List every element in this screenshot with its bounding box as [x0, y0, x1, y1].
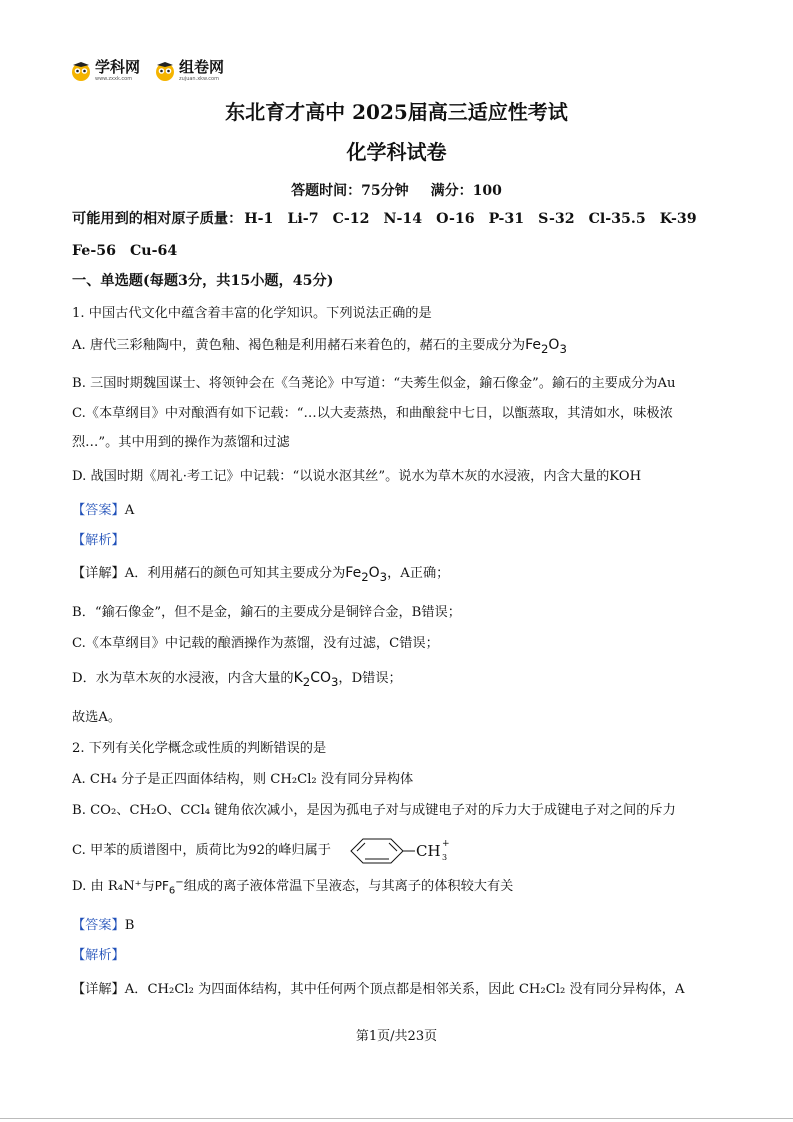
toluene-ion-structure — [343, 835, 453, 867]
q1-option-d — [72, 469, 641, 485]
mass-item: Cu-64 — [129, 243, 178, 259]
answer-value: B — [124, 918, 135, 933]
q1-detail-b: B．“鍮石像金”，但不是金，鍮石的主要成分是铜锌合金，B错误； — [72, 605, 461, 620]
q2-option-c — [72, 835, 453, 867]
detail-label: 【详解】 — [72, 566, 125, 581]
q1-stem: 1. 中国古代文化中蕴含着丰富的化学知识。下列说法正确的是 — [72, 306, 432, 321]
svg-text:+: + — [442, 839, 450, 849]
section-title: 一、单选题(每题3分，共15小题，45分) — [72, 273, 334, 289]
zxxk-logo — [70, 60, 140, 82]
q1-detail-a — [72, 565, 449, 584]
option-text: B. 三国时期魏国谋士、将领钟会在《刍荛论》中写道：“夫莠生似金，鍮石像金”。鍮石的主要成分为 — [72, 376, 658, 391]
option-text: A. 唐代三彩釉陶中，黄色釉、褐色釉是利用赭石来着色的，赭石的主要成分为 — [72, 338, 526, 353]
mass-item: H-1 — [244, 211, 274, 227]
logo-url: www.zxxk.com — [95, 76, 133, 82]
q1-analysis-label: 【解析】 — [72, 533, 125, 548]
q2-option-a: A. CH₄ 分子是正四面体结构，则 CH₂Cl₂ 没有同分异构体 — [72, 772, 414, 787]
mass-item: Li-7 — [287, 211, 319, 227]
owl-icon — [154, 60, 176, 82]
option-text: D. 由 R₄N⁺与 — [72, 879, 155, 894]
mass-item: Fe-56 — [72, 243, 116, 259]
detail-text: ，A正确； — [387, 566, 450, 581]
q1-answer — [72, 503, 134, 519]
formula-fe2o3: $Fe_2O_3$ — [345, 565, 388, 584]
exam-score: 满分：100 — [430, 183, 502, 199]
detail-text: A．CH₂Cl₂ 为四面体结构，其中任何两个顶点都是相邻关系，因此 CH₂Cl₂ 没有同分异构体，A — [124, 982, 685, 997]
logo-url: zujuan.xkw.com — [179, 76, 219, 82]
q1-detail-d — [72, 670, 402, 689]
detail-text: D．水为草木灰的水浸液，内含大量的 — [72, 671, 294, 686]
svg-text:CH: CH — [416, 842, 441, 860]
logo-name: 学科网 — [95, 58, 141, 76]
q2-option-d — [72, 877, 513, 897]
mass-item: N-14 — [383, 211, 423, 227]
q1-option-a — [72, 337, 567, 356]
detail-text: ，D错误； — [338, 671, 402, 686]
mass-item: Cl-35.5 — [588, 211, 646, 227]
logo-name: 组卷网 — [179, 58, 225, 76]
q1-detail-c: C.《本草纲目》中记载的酿酒操作为蒸馏，没有过滤，C错误； — [72, 636, 439, 651]
mass-item: C-12 — [332, 211, 370, 227]
exam-time: 答题时间：75分钟 — [291, 183, 409, 199]
option-text: 组成的离子液体常温下呈液态，与其离子的体积较大有关 — [183, 879, 514, 894]
svg-text:3: 3 — [442, 853, 448, 862]
mass-item: S-32 — [538, 211, 575, 227]
atomic-masses — [72, 211, 711, 228]
mass-item: O-16 — [436, 211, 475, 227]
option-text: D. 战国时期《周礼·考工记》中记载：“以说水沤其丝”。说水为草木灰的水浸液，内含大量的 — [72, 469, 610, 484]
mass-item: K-39 — [659, 211, 697, 227]
q2-option-b: B. CO₂、CH₂O、CCl₄ 键角依次减小，是因为孤电子对与成键电子对的斥力大于成键电子对之间的斥力 — [72, 803, 676, 818]
formula-pf6: $PF_6^-$ — [154, 877, 184, 897]
page-footer: 第1页/共23页 — [355, 1029, 438, 1044]
q1-option-c-cont: 烈…”。其中用到的操作为蒸馏和过滤 — [72, 435, 290, 450]
exam-title: 东北育才高中 2025届高三适应性考试 — [225, 100, 568, 124]
owl-icon — [70, 60, 92, 82]
formula-fe2o3: $Fe_2O_3$ — [525, 337, 567, 356]
q2-answer — [72, 918, 134, 934]
q2-stem: 2. 下列有关化学概念或性质的判断错误的是 — [72, 741, 327, 756]
mass-item: P-31 — [488, 211, 525, 227]
formula-k2co3: $K_2CO_3$ — [293, 670, 339, 689]
q1-conclusion: 故选A。 — [72, 710, 122, 725]
logo-bar — [70, 58, 238, 84]
zujuan-logo — [154, 60, 224, 82]
q2-detail-a — [72, 982, 685, 998]
answer-label: 【答案】 — [72, 503, 125, 518]
q1-option-c: C.《本草纲目》中对酿酒有如下记载：“…以大麦蒸热，和曲酿瓮中七日，以甑蒸取，其清如水，味极浓 — [72, 406, 673, 421]
detail-label: 【详解】 — [72, 982, 125, 997]
page-divider — [0, 1118, 793, 1119]
q1-option-b — [72, 376, 675, 392]
q2-analysis-label: 【解析】 — [72, 948, 125, 963]
formula-koh: KOH — [609, 469, 642, 484]
detail-text: A．利用赭石的颜色可知其主要成分为 — [124, 566, 346, 581]
atomic-masses-label: 可能用到的相对原子质量： — [72, 211, 243, 227]
formula-au: Au — [657, 376, 676, 391]
answer-value: A — [124, 503, 135, 518]
answer-label: 【答案】 — [72, 918, 125, 933]
exam-subtitle: 化学科试卷 — [346, 140, 447, 164]
atomic-masses-cont — [72, 243, 191, 260]
exam-info — [0, 180, 793, 200]
option-text: C. 甲苯的质谱图中，质荷比为92的峰归属于 — [72, 843, 331, 859]
